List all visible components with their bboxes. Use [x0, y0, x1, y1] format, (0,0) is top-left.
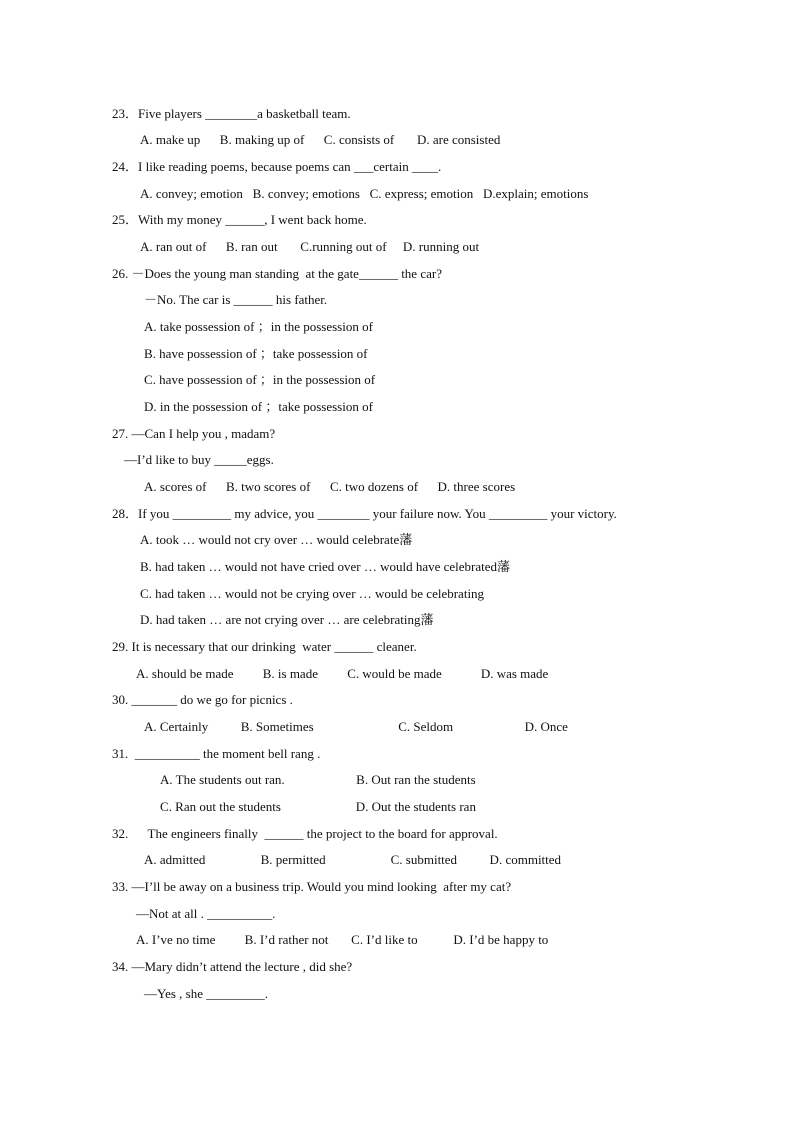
question-26-option-a: A. take possession of ；in the possession of — [144, 319, 373, 334]
question-28-option-a: A. took … would not cry over … would celebrate藩 — [140, 532, 413, 547]
question-26: 26. －Does the young man standing at the gate______ the car? — [112, 266, 442, 281]
question-34-reply: —Yes , she _________. — [144, 986, 268, 1001]
question-30-options: A. Certainly B. Sometimes C. Seldom D. Once — [144, 719, 568, 734]
question-26-option-b: B. have possession of ；take possession of — [144, 346, 368, 361]
question-27: 27. —Can I help you , madam? — [112, 426, 276, 441]
question-31-options-ab: A. The students out ran. B. Out ran the students — [160, 772, 476, 787]
question-32: 32. The engineers finally ______ the project to the board for approval. — [112, 826, 498, 841]
question-27-reply: —I’d like to buy _____eggs. — [124, 452, 274, 467]
question-33-options: A. I’ve no time B. I’d rather not C. I’d like to D. I’d be happy to — [136, 932, 549, 947]
question-26-option-d: D. in the possession of ；take possession of — [144, 399, 373, 414]
question-25: 25．With my money ______, I went back home. — [112, 212, 367, 227]
question-26-option-c: C. have possession of ；in the possession of — [144, 372, 376, 387]
question-30: 30. _______ do we go for picnics . — [112, 692, 293, 707]
question-33-reply: —Not at all . __________. — [136, 906, 276, 921]
question-28-option-c: C. had taken … would not be crying over … would be celebrating — [140, 586, 485, 601]
question-33: 33. —I’ll be away on a business trip. Would you mind looking after my cat? — [112, 879, 512, 894]
question-23: 23．Five players ________a basketball team. — [112, 106, 351, 121]
question-28: 28．If you _________ my advice, you ________ your failure now. You _________ your victory. — [112, 506, 617, 521]
question-34: 34. —Mary didn’t attend the lecture , did she? — [112, 959, 353, 974]
question-28-option-b: B. had taken … would not have cried over … would have celebrated藩 — [140, 559, 511, 574]
question-28-option-d: D. had taken … are not crying over … are celebrating藩 — [140, 612, 434, 627]
question-31-options-cd: C. Ran out the students D. Out the students ran — [160, 799, 476, 814]
question-31: 31. __________ the moment bell rang . — [112, 746, 321, 761]
question-26-reply: －No. The car is ______ his father. — [144, 292, 328, 307]
question-25-options: A. ran out of B. ran out C.running out of D. running out — [140, 239, 480, 254]
question-24-options: A. convey; emotion B. convey; emotions C. express; emotion D.explain; emotions — [140, 186, 589, 201]
question-27-options: A. scores of B. two scores of C. two dozens of D. three scores — [144, 479, 516, 494]
question-24: 24．I like reading poems, because poems can ___certain ____. — [112, 159, 442, 174]
question-32-options: A. admitted B. permitted C. submitted D. committed — [144, 852, 562, 867]
question-29: 29. It is necessary that our drinking water ______ cleaner. — [112, 639, 417, 654]
question-29-options: A. should be made B. is made C. would be made D. was made — [136, 666, 549, 681]
question-23-options: A. make up B. making up of C. consists of D. are consisted — [140, 132, 501, 147]
